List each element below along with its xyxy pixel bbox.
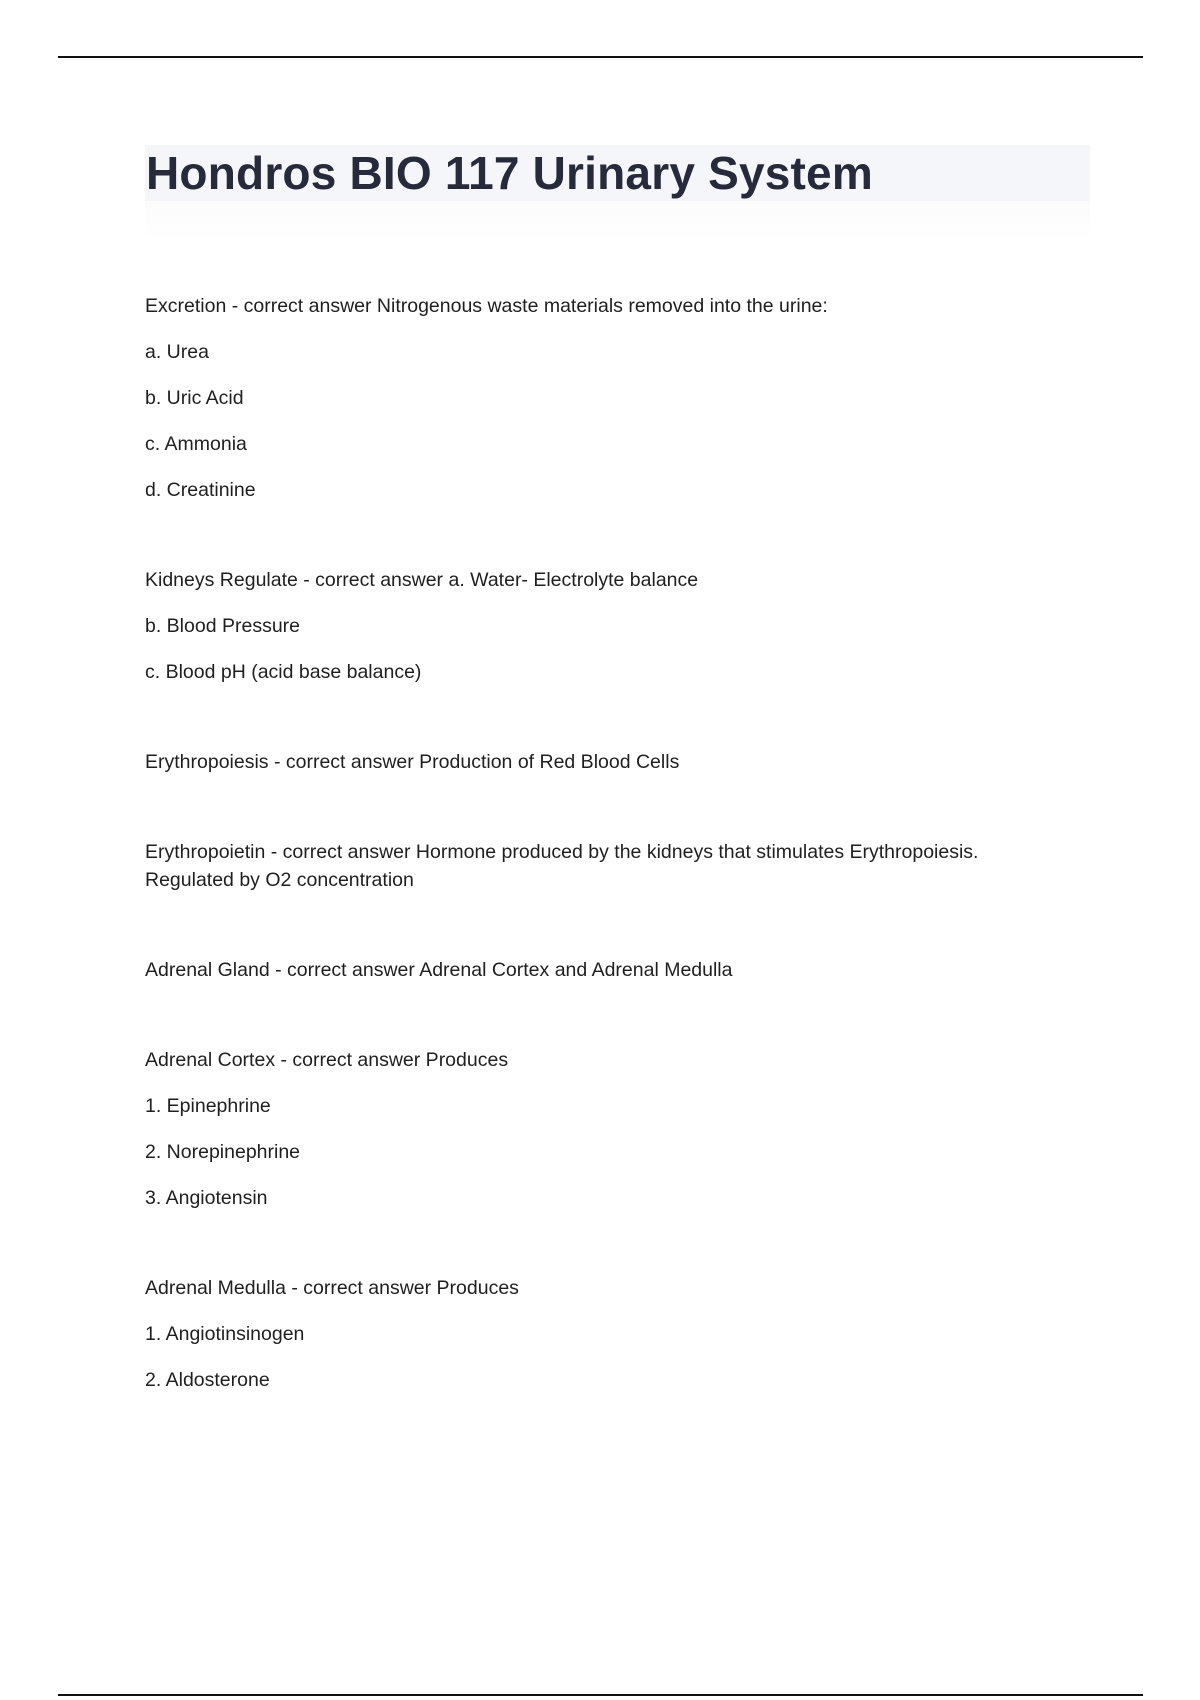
flashcard-list [145,292,1105,1456]
answer-item: 3. Angiotensin [145,1187,268,1209]
answer-item: 2. Norepinephrine [145,1141,301,1163]
flashcard-question: Erythropoiesis - correct answer Production of Red Blood Cells [145,751,680,773]
flashcard-question: Adrenal Medulla - correct answer Produces [145,1277,519,1299]
answer-item: 2. Aldosterone [145,1369,270,1391]
flashcard-question: Adrenal Cortex - correct answer Produces [145,1049,509,1071]
flashcard-erythropoiesis [145,748,1105,776]
answer-item: d. Creatinine [145,479,256,501]
flashcard-erythropoietin [145,838,1105,894]
top-divider [58,56,1143,58]
answer-item: b. Blood Pressure [145,615,301,637]
title-highlight-fade [145,201,1090,239]
flashcard-question: Adrenal Gland - correct answer Adrenal Cortex and Adrenal Medulla [145,959,733,981]
answer-item: c. Ammonia [145,433,247,455]
answer-item: b. Uric Acid [145,387,244,409]
flashcard-excretion [145,292,1105,504]
answer-item: a. Urea [145,341,209,363]
flashcard-adrenal-medulla [145,1274,1105,1394]
flashcard-adrenal-gland [145,956,1105,984]
flashcard-question: Kidneys Regulate - correct answer a. Water- Electrolyte balance [145,569,699,591]
page-title: Hondros BIO 117 Urinary System [146,147,873,199]
flashcard-question: Erythropoietin - correct answer Hormone produced by the kidneys that stimulates Erythropoiesis. [145,841,979,863]
flashcard-question: Excretion - correct answer Nitrogenous waste materials removed into the urine: [145,295,828,317]
answer-item: 1. Angiotinsinogen [145,1323,305,1345]
bottom-divider [58,1694,1143,1696]
flashcard-kidneys-regulate [145,566,1105,686]
flashcard-adrenal-cortex [145,1046,1105,1212]
answer-item: 1. Epinephrine [145,1095,271,1117]
answer-item: c. Blood pH (acid base balance) [145,661,422,683]
flashcard-question-continuation: Regulated by O2 concentration [145,869,414,891]
